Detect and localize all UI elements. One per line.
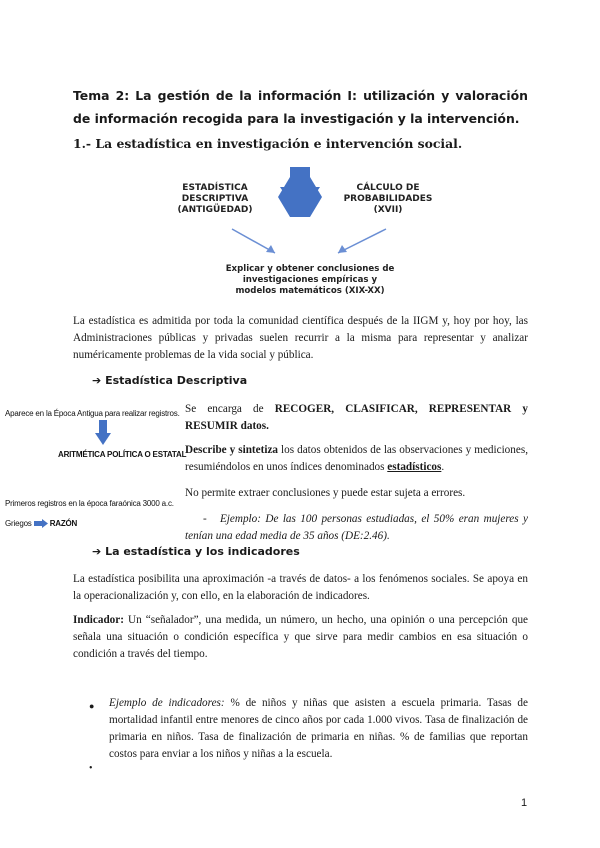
intro-paragraph: La estadística es admitida por toda la comunidad científica después de la IIGM y, hoy por hoy, las Administraciones públicas y privadas suelen recurrir a la misma para representar y analizar numéricamente problemas de la vida social y pública. (73, 315, 528, 361)
diagram-right-box: CÁLCULO DE PROBABILIDADES (XVII) (343, 183, 433, 215)
descriptiva-p3: No permite extraer conclusiones y puede estar sujeta a errores. (185, 487, 466, 499)
arrow-right-icon: ➔ (92, 545, 102, 558)
indicadores-example: Ejemplo de indicadores: % de niños y niñas que asisten a escuela primaria. Tasas de mortalidad infantil entre menores de cinco años por cada 1.000 vivos. Tasa de finalización de primaria en niños. Tasa de finalización de primaria en niñas. % de familias que reportan costos para enviar a los niños y niñas a la escuela. (109, 697, 528, 760)
indicador-definition: Indicador: Un “señalador”, una medida, un número, un hecho, una opinión o una percepción que señala una situación o condición específica y que sirve para medir cambios en esa situación o condición a través del tiempo. (73, 614, 528, 660)
descriptiva-p1: Se encarga de RECOGER, CLASIFICAR, REPRESENTAR y RESUMIR datos. (185, 403, 528, 432)
page-title: Tema 2: La gestión de la información I: utilización y valoración de información recogida para la investigación y la intervención. (73, 88, 528, 126)
section-heading-1: 1.- La estadística en investigación e intervención social. (73, 136, 463, 151)
side-note-3: Primeros registros en la época faraónica 3000 a.c. (5, 499, 174, 508)
diagram (150, 165, 450, 305)
side-note-4: Griegos RAZÓN (5, 519, 78, 528)
arrow-right-icon (338, 229, 386, 253)
side-note-2: ARITMÉTICA POLÍTICA O ESTATAL (58, 450, 187, 459)
indicadores-p1: La estadística posibilita una aproximación -a través de datos- a los fenómenos sociales. Se apoya en la operacionalización y, con ello, en la elaboración de indicadores. (73, 573, 528, 602)
diagram-bottom-text: Explicar y obtener conclusiones de investigaciones empíricas y modelos matemáticos (XIX-XX) (225, 264, 395, 296)
bullet-dot-empty: • (89, 763, 93, 774)
page-number: 1 (521, 797, 528, 809)
indicadores-heading: ➔ La estadística y los indicadores (92, 545, 300, 558)
descriptiva-example: - Ejemplo: De las 100 personas estudiadas, el 50% eran mujeres y tenían una edad media de 35 años (DE:2.46). (185, 513, 528, 542)
arrow-right-icon (34, 519, 48, 528)
side-note-1: Aparece en la Época Antigua para realizar registros. (5, 409, 180, 418)
diagram-left-box: ESTADÍSTICA DESCRIPTIVA (ANTIGÜEDAD) (177, 183, 253, 215)
bullet-dot: ● (89, 701, 95, 711)
arrow-right-icon: ➔ (92, 374, 102, 387)
descriptiva-p2: Describe y sintetiza los datos obtenidos de las observaciones y mediciones, resumiéndolos en unos índices denominados estadísticos. (185, 444, 528, 473)
down-arrow-icon (95, 420, 111, 446)
descriptiva-heading: ➔ Estadística Descriptiva (92, 374, 248, 387)
